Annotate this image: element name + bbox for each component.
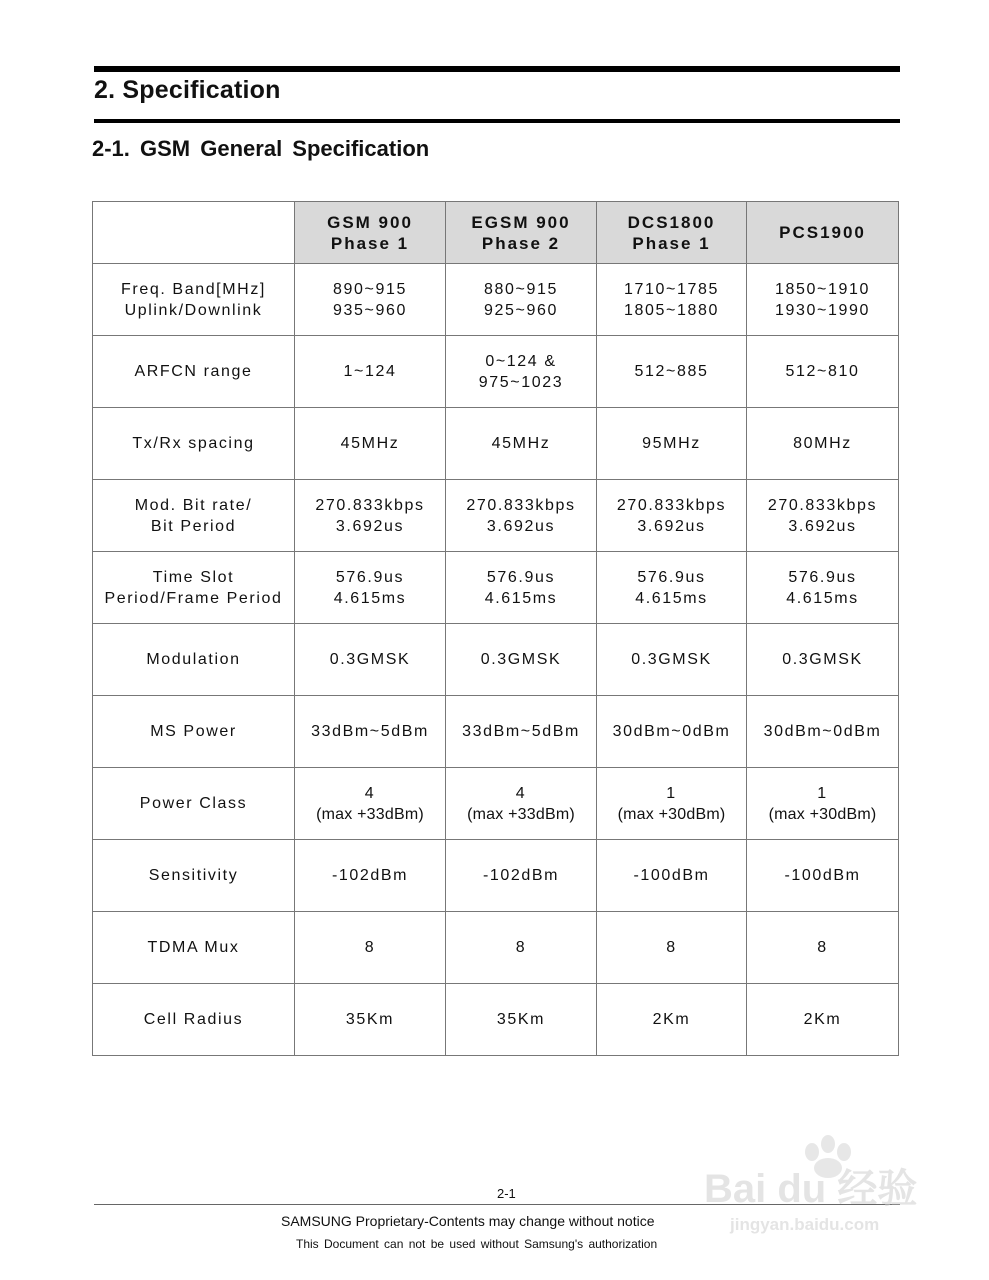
- cell-value: 4: [515, 784, 527, 802]
- table-cell: [295, 912, 446, 984]
- cell-value: 4: [364, 784, 376, 802]
- cell-value: 935~960: [333, 301, 407, 319]
- column-header-line: DCS1800: [627, 212, 716, 232]
- cell-value: 1930~1990: [775, 301, 870, 319]
- cell-value: 45MHz: [491, 435, 551, 452]
- table-row: [93, 912, 899, 984]
- header-corner: [93, 202, 295, 264]
- table-cell: [295, 408, 446, 480]
- row-label: [93, 840, 295, 912]
- row-label: [93, 624, 295, 696]
- cell-value: 0.3GMSK: [631, 651, 712, 668]
- cell-value: 3.692us: [637, 517, 706, 535]
- cell-value: 0~124 &: [485, 352, 557, 370]
- cell-value: 4.615ms: [333, 589, 407, 607]
- table-row: [93, 552, 899, 624]
- table-cell: [747, 408, 899, 480]
- table-row: [93, 624, 899, 696]
- table-cell: [446, 552, 597, 624]
- cell-value: 890~915: [333, 280, 407, 298]
- table-cell: [295, 336, 446, 408]
- table-cell: [295, 696, 446, 768]
- cell-value: -102dBm: [331, 867, 409, 884]
- table-cell: [295, 552, 446, 624]
- table-cell: [446, 768, 597, 840]
- cell-value: 45MHz: [340, 435, 400, 452]
- cell-value: 8: [515, 939, 527, 956]
- footer-notice: SAMSUNG Proprietary-Contents may change without notice: [281, 1213, 655, 1229]
- table-cell: [295, 984, 446, 1056]
- column-header-line: GSM 900: [327, 212, 413, 232]
- cell-value: 33dBm~5dBm: [311, 723, 429, 740]
- table-row: [93, 480, 899, 552]
- table-cell: [747, 768, 899, 840]
- table-cell: [747, 984, 899, 1056]
- row-label: [93, 984, 295, 1056]
- cell-value: 0.3GMSK: [329, 651, 411, 668]
- table-cell: [295, 264, 446, 336]
- table-row: [93, 840, 899, 912]
- column-header-line: PCS1900: [779, 223, 866, 242]
- column-header: [446, 202, 597, 264]
- cell-value: 1: [817, 784, 828, 802]
- cell-value: (max +33dBm): [316, 805, 424, 823]
- cell-value: -102dBm: [482, 867, 560, 884]
- cell-value: 1850~1910: [775, 280, 870, 298]
- row-label-line: Power Class: [139, 795, 248, 812]
- cell-value: -100dBm: [633, 867, 710, 884]
- table-cell: [597, 984, 747, 1056]
- cell-value: (max +30dBm): [617, 805, 726, 823]
- row-label: [93, 480, 295, 552]
- table-cell: [446, 984, 597, 1056]
- cell-value: 8: [817, 939, 828, 956]
- cell-value: 3.692us: [335, 517, 405, 535]
- row-label-line: ARFCN range: [134, 363, 253, 380]
- row-label: [93, 912, 295, 984]
- row-label: [93, 336, 295, 408]
- page-number: 2-1: [497, 1186, 516, 1201]
- column-header: [747, 202, 899, 264]
- table-cell: [747, 336, 899, 408]
- table-cell: [446, 912, 597, 984]
- cell-value: 8: [364, 939, 376, 956]
- column-header-line: Phase 2: [481, 233, 561, 253]
- table-cell: [747, 264, 899, 336]
- table-row: [93, 264, 899, 336]
- cell-value: 270.833kbps: [315, 496, 425, 514]
- watermark-brand: Bai du 经验: [704, 1167, 918, 1211]
- cell-value: 30dBm~0dBm: [763, 723, 882, 740]
- row-label-line: TDMA Mux: [147, 939, 240, 956]
- table-cell: [597, 336, 747, 408]
- table-cell: [295, 480, 446, 552]
- watermark-url: jingyan.baidu.com: [730, 1215, 880, 1234]
- row-label-line: Period/Frame Period: [104, 589, 283, 607]
- header-row: [93, 202, 899, 264]
- cell-value: (max +33dBm): [467, 805, 575, 823]
- row-label-line: Freq. Band[MHz]: [121, 280, 266, 298]
- section-title: 2-1. GSM General Specification: [92, 136, 430, 161]
- cell-value: 576.9us: [486, 568, 556, 586]
- cell-value: 3.692us: [486, 517, 556, 535]
- row-label: [93, 768, 295, 840]
- table-cell: [747, 624, 899, 696]
- table-cell: [446, 264, 597, 336]
- cell-value: 4.615ms: [786, 589, 859, 607]
- row-label: [93, 696, 295, 768]
- row-label-line: Bit Period: [150, 517, 237, 535]
- table-row: [93, 768, 899, 840]
- row-label: [93, 552, 295, 624]
- row-label-line: Mod. Bit rate/: [134, 496, 253, 514]
- table-cell: [747, 840, 899, 912]
- cell-value: 1805~1880: [624, 301, 719, 319]
- title-rule: [94, 119, 900, 123]
- table-cell: [295, 624, 446, 696]
- cell-value: 0.3GMSK: [782, 651, 863, 668]
- cell-value: 3.692us: [788, 517, 857, 535]
- cell-value: 4.615ms: [635, 589, 708, 607]
- cell-value: 576.9us: [637, 568, 706, 586]
- table-row: [93, 408, 899, 480]
- cell-value: 95MHz: [642, 435, 701, 452]
- column-header-line: Phase 1: [330, 233, 410, 253]
- row-label-line: MS Power: [150, 723, 237, 740]
- column-header: [295, 202, 446, 264]
- cell-value: 8: [666, 939, 677, 956]
- cell-value: 80MHz: [793, 435, 852, 452]
- spec-table-header: [93, 202, 899, 264]
- table-cell: [597, 408, 747, 480]
- cell-value: 1: [666, 784, 677, 802]
- cell-value: 1710~1785: [624, 280, 719, 298]
- footer-authorization: This Document can not be used without Samsung's authorization: [296, 1237, 658, 1251]
- baidu-watermark: [700, 1130, 940, 1240]
- table-cell: [597, 912, 747, 984]
- cell-value: 512~885: [634, 363, 709, 380]
- cell-value: 270.833kbps: [616, 496, 727, 514]
- cell-value: 880~915: [484, 280, 558, 298]
- table-cell: [747, 696, 899, 768]
- cell-value: 270.833kbps: [767, 496, 878, 514]
- table-cell: [597, 480, 747, 552]
- cell-value: 2Km: [652, 1011, 691, 1028]
- table-cell: [747, 552, 899, 624]
- row-label-line: Time Slot: [152, 568, 235, 586]
- cell-value: 30dBm~0dBm: [612, 723, 731, 740]
- table-cell: [597, 840, 747, 912]
- table-cell: [747, 912, 899, 984]
- cell-value: 975~1023: [478, 373, 564, 391]
- row-label: [93, 408, 295, 480]
- cell-value: 2Km: [803, 1011, 842, 1028]
- table-cell: [446, 336, 597, 408]
- table-cell: [747, 480, 899, 552]
- table-cell: [597, 696, 747, 768]
- table-cell: [446, 408, 597, 480]
- column-header-line: EGSM 900: [471, 212, 571, 232]
- cell-value: 576.9us: [335, 568, 405, 586]
- row-label-line: Tx/Rx spacing: [132, 435, 255, 452]
- top-rule: [94, 66, 900, 72]
- cell-value: -100dBm: [784, 867, 861, 884]
- table-cell: [446, 840, 597, 912]
- row-label-line: Uplink/Downlink: [124, 301, 263, 319]
- cell-value: 1~124: [343, 363, 397, 380]
- row-label-line: Cell Radius: [143, 1011, 244, 1028]
- row-label: [93, 264, 295, 336]
- table-cell: [446, 480, 597, 552]
- cell-value: 4.615ms: [484, 589, 558, 607]
- cell-value: 35Km: [345, 1011, 395, 1028]
- row-label-line: Modulation: [146, 651, 241, 668]
- cell-value: 270.833kbps: [466, 496, 576, 514]
- table-cell: [597, 552, 747, 624]
- spec-table-body: [93, 264, 899, 1056]
- table-row: [93, 696, 899, 768]
- column-header-line: Phase 1: [632, 233, 711, 253]
- column-header: [597, 202, 747, 264]
- table-row: [93, 336, 899, 408]
- cell-value: 35Km: [496, 1011, 546, 1028]
- cell-value: 33dBm~5dBm: [462, 723, 580, 740]
- cell-value: 0.3GMSK: [480, 651, 562, 668]
- table-cell: [597, 768, 747, 840]
- page-title: 2. Specification: [94, 76, 281, 104]
- table-row: [93, 984, 899, 1056]
- cell-value: 576.9us: [788, 568, 857, 586]
- table-cell: [295, 768, 446, 840]
- cell-value: 925~960: [484, 301, 558, 319]
- table-cell: [597, 264, 747, 336]
- gsm-spec-table: [92, 201, 899, 1056]
- table-cell: [446, 696, 597, 768]
- table-cell: [597, 624, 747, 696]
- row-label-line: Sensitivity: [148, 867, 239, 884]
- table-cell: [295, 840, 446, 912]
- cell-value: 512~810: [785, 363, 860, 380]
- cell-value: (max +30dBm): [768, 805, 877, 823]
- table-cell: [446, 624, 597, 696]
